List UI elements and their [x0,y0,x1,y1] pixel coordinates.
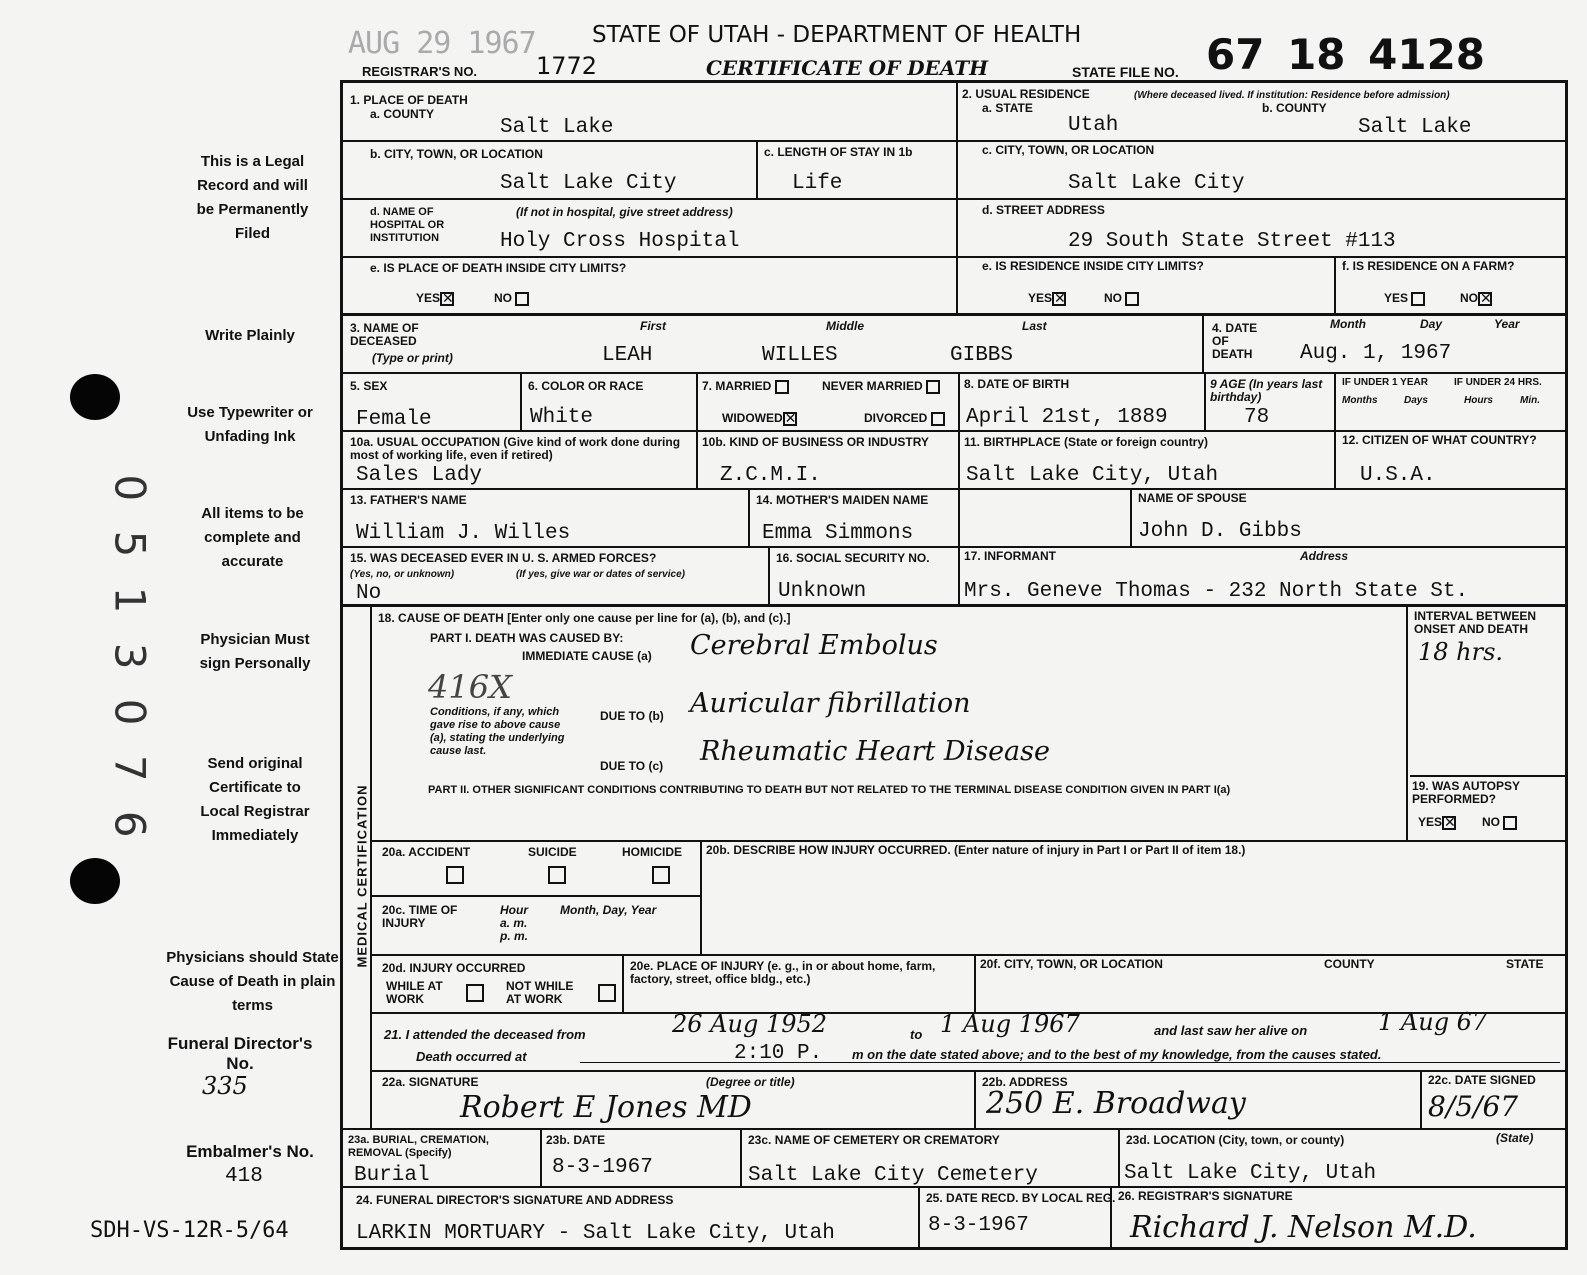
state-file-label: STATE FILE NO. [1072,64,1179,80]
death-city-no-text: NO [494,291,512,306]
place-county-label: a. COUNTY [370,107,435,121]
married-box[interactable] [775,380,789,394]
burial-date: 8-3-1967 [552,1156,653,1179]
days-label: Days [1404,395,1428,406]
death-occurred-statement: m on the date stated above; and to the best of my knowledge, from the causes stated. [852,1047,1382,1062]
min-label: Min. [1520,395,1540,406]
residence-state: Utah [1068,114,1119,137]
autopsy-no-box[interactable] [1503,816,1517,830]
hospital-note: (If not in hospital, give street address) [516,205,733,219]
while-at-work-box[interactable] [466,984,484,1002]
divorced-text: DIVORCED [864,411,928,426]
year-label: Year [1494,317,1520,331]
autopsy-yes-text: YES [1418,815,1443,830]
embalmer-label: Embalmer's No. [186,1142,314,1161]
residence-label: 2. USUAL RESIDENCE [962,87,1090,101]
birth-label: 8. DATE OF BIRTH [964,377,1070,391]
death-city-yes-text: YES [416,291,441,306]
interval-label: INTERVAL BETWEEN ONSET AND DEATH [1414,609,1537,636]
under-1-label: IF UNDER 1 YEAR [1342,377,1428,388]
res-city-yes-box[interactable]: ✕ [1054,291,1066,307]
while-at-work-label: WHILE AT WORK [386,979,443,1006]
describe-injury-label: 20b. DESCRIBE HOW INJURY OCCURRED. (Enter nature of injury in Part I or Part II of item 18.) [706,843,1246,857]
farm-no-text: NO [1460,291,1478,306]
hour-label: Hour a. m. p. m. [500,903,529,943]
autopsy-no[interactable] [1482,816,1517,830]
cemetery-location: Salt Lake City, Utah [1124,1162,1377,1185]
res-city-no-text: NO [1104,291,1122,306]
form-number: SDH-VS-12R-5/64 [90,1218,289,1243]
residence-inside-city-label: e. IS RESIDENCE INSIDE CITY LIMITS? [982,259,1204,273]
physician-signature: Robert E Jones MD [460,1090,752,1125]
date-of-death-label: 4. DATE OF DEATH [1212,321,1258,361]
state-file-no: 67 18 4128 [1206,30,1486,79]
stay-label: c. LENGTH OF STAY IN 1b [764,145,913,159]
ssn: Unknown [778,580,867,603]
disposition-label: 23a. BURIAL, CREMATION, REMOVAL (Specify) [348,1134,489,1159]
residence-city-label: c. CITY, TOWN, OR LOCATION [982,143,1155,157]
father-name: William J. Willes [356,522,571,545]
divorced-box[interactable] [931,412,945,426]
widowed-option[interactable] [722,412,797,426]
informant: Mrs. Geneve Thomas - 232 North State St. [964,580,1469,603]
mother-name: Emma Simmons [762,522,914,545]
death-time: 2:10 P. [734,1042,823,1065]
cause-b: Auricular fibrillation [690,688,971,719]
business-label: 10b. KIND OF BUSINESS OR INDUSTRY [702,435,929,449]
citizen: U.S.A. [1360,464,1436,487]
location-label: 23d. LOCATION (City, town, or county) [1126,1133,1345,1147]
race: White [530,406,594,429]
farm-label: f. IS RESIDENCE ON A FARM? [1342,259,1515,273]
stay-length: Life [792,172,843,195]
residence-state-label: a. STATE [982,101,1033,115]
death-inside-city-label: e. IS PLACE OF DEATH INSIDE CITY LIMITS? [370,261,627,275]
armed-forces: No [356,582,382,605]
place-city-label: b. CITY, TOWN, OR LOCATION [370,147,543,161]
embalmer-no: 418 [225,1165,263,1188]
attended-from: 26 Aug 1952 [672,1010,828,1038]
cause-label: 18. CAUSE OF DEATH [Enter only one cause per line for (a), (b), and (c).] [378,611,791,625]
suicide-label: SUICIDE [528,845,577,859]
cemetery: Salt Lake City Cemetery [748,1164,1038,1187]
burial-date-label: 23b. DATE [546,1133,606,1147]
deceased-name-sub: (Type or print) [372,351,453,365]
farm-yes-box[interactable] [1411,292,1425,306]
conditions-note: Conditions, if any, which gave rise to above cause (a), stating the underlying cause last. [430,706,565,757]
due-to-b-label: DUE TO (b) [600,709,664,723]
sidebar-legal: This is a Legal Record and will be Permanently Filed [196,153,309,242]
place-county: Salt Lake [500,116,614,139]
res-city-no-box[interactable] [1125,292,1139,306]
residence-note: (Where deceased lived. If institution: Residence before admission) [1134,90,1450,101]
mdy-label: Month, Day, Year [560,903,657,917]
residence-city: Salt Lake City [1068,172,1245,195]
injury-state-label: STATE [1506,957,1544,971]
day-label: Day [1420,317,1443,331]
spouse-name: John D. Gibbs [1138,520,1302,543]
punch-hole-bottom [70,858,120,904]
informant-address-label: Address [1300,549,1349,563]
street-label: d. STREET ADDRESS [982,203,1105,217]
location-state-label: (State) [1496,1131,1534,1145]
injury-occurred-label: 20d. INJURY OCCURRED [382,961,526,975]
sidebar-typewriter: Use Typewriter or Unfading Ink [187,404,313,445]
part2-label: PART II. OTHER SIGNIFICANT CONDITIONS CONTRIBUTING TO DEATH BUT NOT RELATED TO THE TERMINAL DISEASE CONDITION GIVEN IN PART I(a) [428,784,1231,796]
last-name: GIBBS [950,344,1014,367]
certificate-title: CERTIFICATE OF DEATH [706,56,989,80]
ssn-label: 16. SOCIAL SECURITY NO. [776,551,930,565]
first-label: First [640,319,667,333]
autopsy-yes-box[interactable]: ✕ [1444,815,1456,831]
married-option[interactable] [702,380,789,394]
first-name: LEAH [602,344,653,367]
divorced-option[interactable] [864,412,945,426]
father-label: 13. FATHER'S NAME [350,493,467,507]
death-city-no[interactable] [494,292,529,306]
degree-label: (Degree or title) [706,1075,795,1089]
res-city-yes-text: YES [1028,291,1053,306]
months-label: Months [1342,395,1378,406]
disposition: Burial [354,1164,430,1187]
middle-name: WILLES [762,344,838,367]
autopsy-label: 19. WAS AUTOPSY PERFORMED? [1412,779,1520,806]
sidebar-write: Write Plainly [205,327,295,344]
agency-title: STATE OF UTAH - DEPARTMENT OF HEALTH [592,22,1082,48]
place-of-death-label: 1. PLACE OF DEATH [350,93,468,107]
registrar-signature: Richard J. Nelson M.D. [1130,1210,1477,1245]
death-occurred-label: Death occurred at [416,1049,527,1064]
residence-county: Salt Lake [1358,116,1472,139]
accident-box[interactable] [446,866,464,884]
registrar-no: 1772 [536,52,598,80]
part1-label: PART I. DEATH WAS CAUSED BY: [430,631,624,645]
due-to-c-label: DUE TO (c) [600,759,664,773]
citizen-label: 12. CITIZEN OF WHAT COUNTRY? [1342,433,1537,447]
date-signed-label: 22c. DATE SIGNED [1428,1073,1536,1087]
res-city-yes[interactable] [1028,292,1066,306]
occupation-label: 10a. USUAL OCCUPATION (Give kind of work done during most of working life, even if retired) [350,435,681,462]
date-of-birth: April 21st, 1889 [966,406,1168,429]
not-while-label: NOT WHILE AT WORK [506,979,574,1006]
under-24-label: IF UNDER 24 HRS. [1454,377,1542,388]
signature-label: 22a. SIGNATURE [382,1075,479,1089]
widowed-box[interactable]: ✕ [784,411,797,427]
autopsy-yes[interactable] [1418,816,1456,830]
sidebar-cause: Physicians should State Cause of Death in plain terms [166,949,339,1014]
sex: Female [356,408,432,431]
farm-yes[interactable] [1384,292,1425,306]
armed-label: 15. WAS DECEASED EVER IN U. S. ARMED FORCES? [350,551,657,565]
death-city-yes-box[interactable]: ✕ [442,291,454,307]
cause-code: 416X [428,668,512,706]
widowed-text: WIDOWED [722,411,783,426]
sidebar-complete: All items to be complete and accurate [201,505,304,570]
armed-sub2: (If yes, give war or dates of service) [516,569,685,580]
birthplace-label: 11. BIRTHPLACE (State or foreign country) [964,435,1209,449]
never-married-option[interactable] [822,380,940,394]
race-label: 6. COLOR OR RACE [528,379,644,393]
autopsy-no-text: NO [1482,815,1500,830]
received-stamp: AUG 29 1967 [348,26,536,61]
place-injury-label: 20e. PLACE OF INJURY (e. g., in or about home, farm, factory, street, office bldg., etc.) [630,959,936,986]
accident-label: 20a. ACCIDENT [382,845,471,859]
married-text: 7. MARRIED [702,379,772,394]
not-while-box[interactable] [598,984,616,1002]
middle-label: Middle [826,319,864,333]
month-label: Month [1330,317,1366,331]
hours-label: Hours [1464,395,1493,406]
sex-label: 5. SEX [350,379,388,393]
funeral-director-sig-label: 24. FUNERAL DIRECTOR'S SIGNATURE AND ADDRESS [356,1193,674,1207]
armed-sub1: (Yes, no, or unknown) [350,569,455,580]
city-injury-label: 20f. CITY, TOWN, OR LOCATION [980,957,1163,971]
date-signed: 8/5/67 [1428,1090,1519,1123]
cemetery-label: 23c. NAME OF CEMETERY OR CREMATORY [748,1133,1000,1147]
never-married-text: NEVER MARRIED [822,379,923,394]
mother-label: 14. MOTHER'S MAIDEN NAME [756,493,929,507]
age-label: 9 AGE (In years last birthday) [1210,377,1323,404]
sidebar-physician: Physician Must sign Personally [199,631,311,672]
farm-no-box[interactable]: ✕ [1480,291,1492,307]
hospital-label: d. NAME OF HOSPITAL OR INSTITUTION [370,206,445,244]
place-city: Salt Lake City [500,172,677,195]
funeral-director-label: Funeral Director's No. [167,1034,313,1073]
spouse-label: NAME OF SPOUSE [1138,491,1247,505]
farm-yes-text: YES [1384,291,1409,306]
street-address: 29 South State Street #113 [1068,230,1396,253]
vertical-serial: 0 5 1 3 0 7 6 [105,474,155,846]
date-of-death: Aug. 1, 1967 [1300,342,1452,365]
date-received: 8-3-1967 [928,1214,1029,1237]
registrar-signature-label: 26. REGISTRAR'S SIGNATURE [1118,1189,1293,1203]
last-saw-date: 1 Aug 67 [1378,1008,1488,1036]
last-label: Last [1022,319,1047,333]
residence-county-label: b. COUNTY [1262,101,1327,115]
funeral-director: LARKIN MORTUARY - Salt Lake City, Utah [356,1222,835,1245]
registrar-no-label: REGISTRAR'S NO. [362,64,478,79]
medical-certification-label: MEDICAL CERTIFICATION [354,784,370,968]
age: 78 [1244,406,1270,429]
death-city-yes[interactable] [416,292,454,306]
sidebar-send: Send original Certificate to Local Registrar Immediately [200,755,310,844]
occupation: Sales Lady [356,464,483,487]
homicide-box[interactable] [652,866,670,884]
immediate-cause-label: IMMEDIATE CAUSE (a) [522,649,652,663]
physician-address: 250 E. Broadway [986,1086,1246,1121]
suicide-box[interactable] [548,866,566,884]
never-married-box[interactable] [926,380,940,394]
death-city-no-box[interactable] [515,292,529,306]
attended-label: 21. I attended the deceased from [384,1027,586,1042]
birthplace: Salt Lake City, Utah [966,464,1219,487]
address-label: 22b. ADDRESS [982,1075,1068,1089]
cause-c: Rheumatic Heart Disease [700,736,1050,767]
business: Z.C.M.I. [720,464,821,487]
cause-a: Cerebral Embolus [690,630,938,661]
attended-to-label: to [910,1027,923,1042]
time-injury-label: 20c. TIME OF INJURY [382,903,458,930]
injury-county-label: COUNTY [1324,957,1375,971]
homicide-label: HOMICIDE [622,845,682,859]
date-received-label: 25. DATE RECD. BY LOCAL REG. [926,1191,1116,1205]
farm-no[interactable] [1460,292,1492,306]
informant-label: 17. INFORMANT [964,549,1057,563]
hospital-name: Holy Cross Hospital [500,230,740,253]
funeral-director-no: 335 [202,1072,248,1100]
last-saw-label: and last saw her alive on [1154,1023,1308,1038]
deceased-name-label: 3. NAME OF DECEASED [350,321,419,348]
attended-to: 1 Aug 1967 [940,1010,1080,1038]
interval: 18 hrs. [1418,638,1504,666]
res-city-no[interactable] [1104,292,1139,306]
punch-hole-top [70,374,120,420]
